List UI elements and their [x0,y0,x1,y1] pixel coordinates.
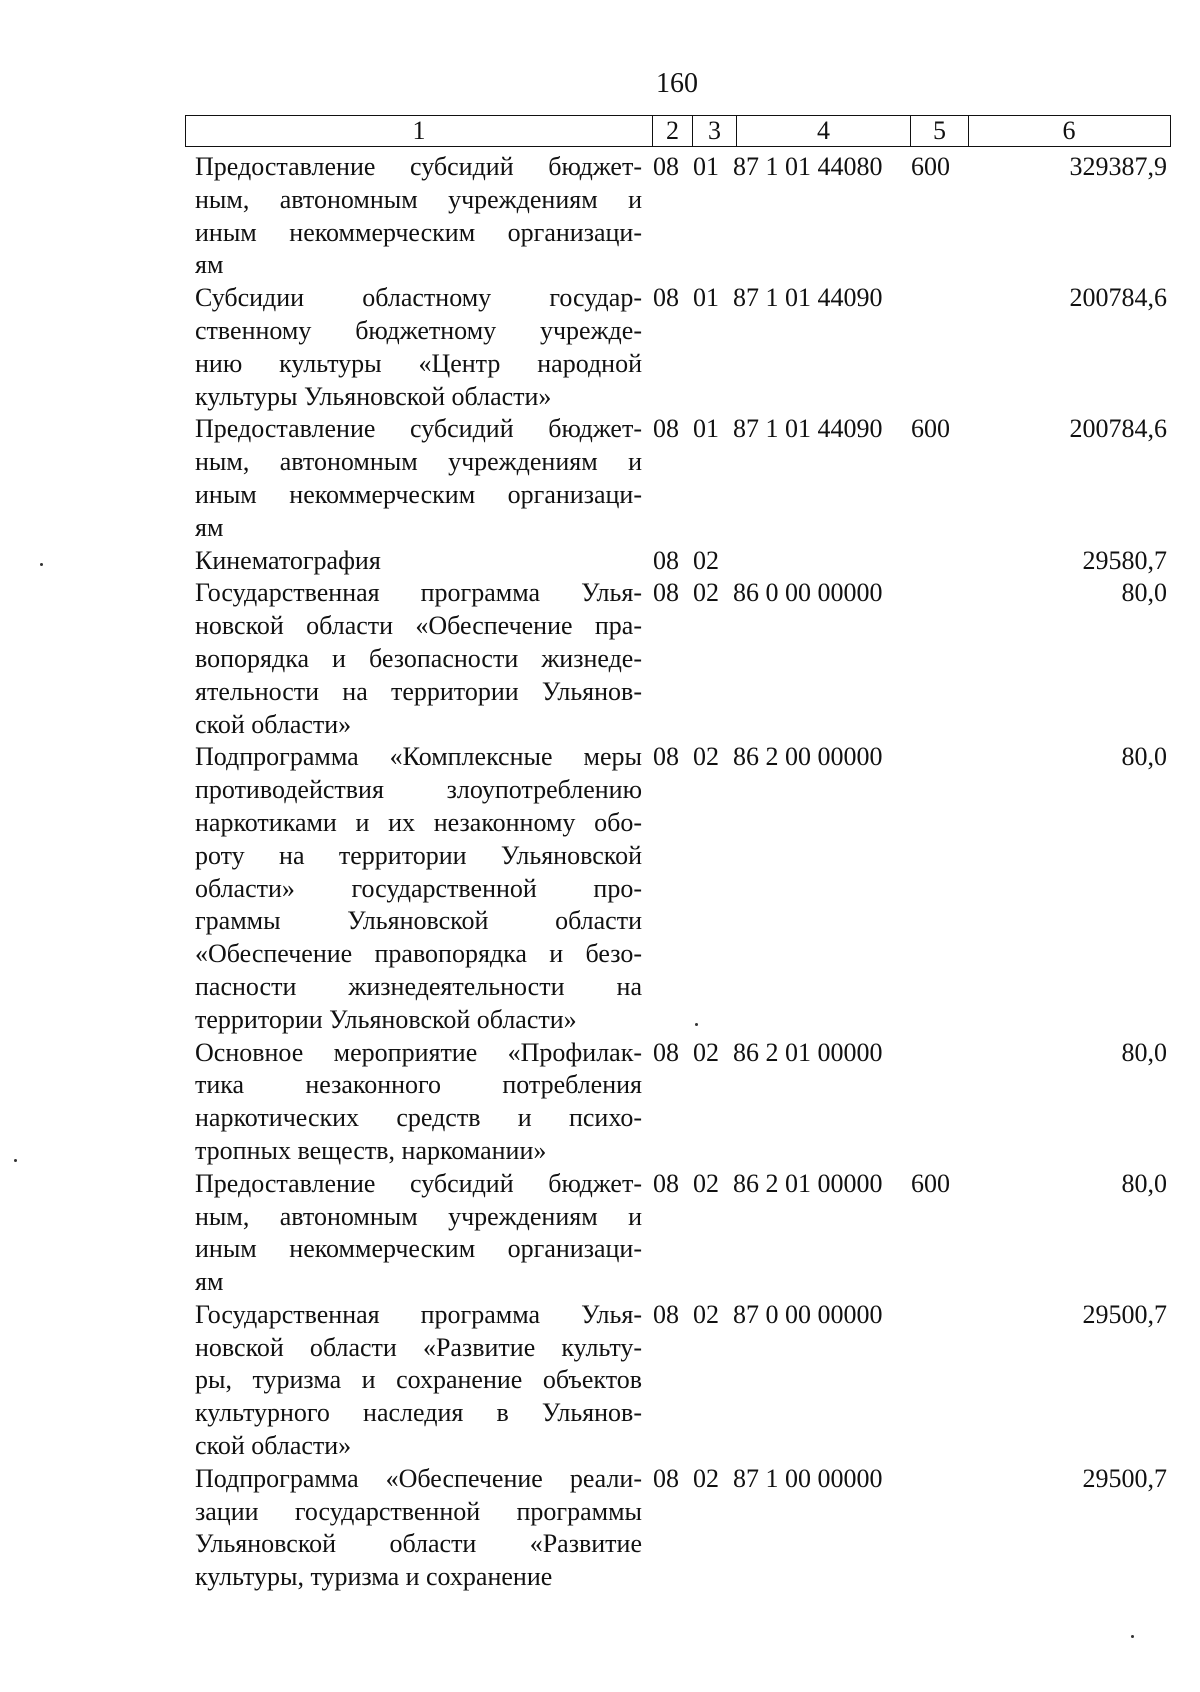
row-cell-c5: 600 [911,414,950,444]
row-name-line: ской области» [195,709,352,739]
table-header [185,115,1171,147]
row-name-line: роту на территории Ульяновской [195,840,642,870]
row-name-line: новской области «Обеспечение пра- [195,611,642,641]
row-cell-c4 [733,545,911,578]
row-name [195,413,642,544]
table-body [195,151,1175,1594]
row-cell-c4: 87 0 00 00000 [733,1299,883,1329]
table-row [195,741,1175,1036]
row-name-line: Предоставление субсидий бюджет- [195,152,642,181]
row-name-line: наркотиками и их незаконному обо- [195,807,642,837]
row-cell-c4: 87 1 00 00000 [733,1463,883,1493]
row-cell-c3: 02 [693,1463,719,1493]
row-name-line: вопорядка и безопасности жизнеде- [195,643,642,673]
table-row [195,282,1175,413]
scan-speck [1131,1635,1134,1638]
row-cell-c2: 08 [653,1463,679,1493]
row-name-line: тропных веществ, наркомании» [195,1135,547,1165]
table-row [195,1299,1175,1463]
row-cell-c6: 80,0 [1121,578,1167,608]
row-name-line: Подпрограмма «Обеспечение реали- [195,1463,642,1493]
row-name-line: Кинематография [195,545,381,575]
header-col-4: 4 [736,116,910,146]
row-cell-c6: 200784,6 [1069,283,1167,313]
row-name [195,545,642,578]
row-name-line: области» государственной про- [195,873,642,903]
row-cell-c2: 08 [653,414,679,444]
row-name-line: ным, автономным учреждениям и [195,447,642,477]
row-cell-c2: 08 [653,1168,679,1198]
row-name [195,577,642,741]
row-cell-c5 [911,1299,971,1463]
row-name-line: иным некоммерческим организаци- [195,479,642,509]
row-cell-c3: 01 [693,414,719,444]
table-row [195,1463,1175,1594]
row-cell-c2: 08 [653,545,679,575]
row-cell-c5 [911,545,971,578]
scan-speck [14,1159,17,1162]
row-cell-c6: 200784,6 [1069,414,1167,444]
header-col-1: 1 [412,116,426,145]
row-name-line: ям [195,1267,224,1297]
row-cell-c4: 86 0 00 00000 [733,578,883,608]
row-name-line: граммы Ульяновской области [195,906,642,936]
row-name-line: ям [195,250,224,280]
row-cell-c5 [911,741,971,1036]
row-cell-c4: 86 2 01 00000 [733,1168,883,1198]
row-cell-c2: 08 [653,742,679,772]
row-cell-c3: 02 [693,742,719,772]
row-name-line: ным, автономным учреждениям и [195,184,642,214]
row-cell-c5 [911,1037,971,1168]
row-cell-c3: 02 [693,1168,719,1198]
row-name [195,741,642,1036]
row-cell-c3: 02 [693,545,719,575]
row-name-line: Субсидии областному государ- [195,283,642,313]
row-cell-c6: 80,0 [1121,1168,1167,1198]
header-col-6: 6 [968,116,1169,146]
row-name-line: ской области» [195,1431,352,1461]
header-col-2: 2 [652,116,692,146]
row-cell-c6: 29500,7 [1082,1463,1167,1493]
row-cell-c2: 08 [653,1299,679,1329]
row-name-line: Предоставление субсидий бюджет- [195,1168,642,1198]
header-col-3: 3 [692,116,736,146]
row-name-line: ственному бюджетному учрежде- [195,315,642,345]
row-cell-c4: 87 1 01 44090 [733,283,883,313]
row-cell-c4: 86 2 01 00000 [733,1037,883,1067]
row-name-line: Государственная программа Улья- [195,578,642,608]
row-name-line: культурного наследия в Ульянов- [195,1398,642,1428]
row-name-line: противодействия злоупотреблению [195,775,642,805]
row-name [195,1168,642,1299]
table-row [195,413,1175,544]
row-name-line: нию культуры «Центр народной [195,348,642,378]
row-name-line: ятельности на территории Ульянов- [195,676,642,706]
row-cell-c4: 87 1 01 44090 [733,414,883,444]
row-name-line: иным некоммерческим организаци- [195,217,642,247]
row-name [195,282,642,413]
row-name [195,1463,642,1594]
scan-speck [695,1023,698,1026]
row-cell-c5 [911,282,971,413]
row-name-line: «Обеспечение правопорядка и безо- [195,939,642,969]
row-name-line: ям [195,512,224,542]
header-col-5: 5 [910,116,968,146]
row-name-line: Государственная программа Улья- [195,1299,642,1329]
row-cell-c3: 02 [693,1037,719,1067]
row-cell-c6: 29500,7 [1082,1299,1167,1329]
row-cell-c6: 80,0 [1121,742,1167,772]
page-number: 160 [656,68,698,99]
row-name-line: новской области «Развитие культу- [195,1332,642,1362]
row-cell-c2: 08 [653,152,679,181]
row-cell-c2: 08 [653,283,679,313]
row-name-line: культуры, туризма и сохранение [195,1562,553,1592]
row-cell-c6: 329387,9 [1069,152,1167,181]
row-name-line: Предоставление субсидий бюджет- [195,414,642,444]
row-cell-c3: 01 [693,283,719,313]
table-row [195,1037,1175,1168]
row-name-line: зации государственной программы [195,1496,642,1526]
row-name-line: территории Ульяновской области» [195,1004,577,1034]
table-row [195,1168,1175,1299]
row-name-line: культуры Ульяновской области» [195,381,552,411]
row-cell-c3: 02 [693,578,719,608]
row-name-line: наркотических средств и психо- [195,1103,642,1133]
row-cell-c5: 600 [911,1168,950,1198]
row-cell-c5: 600 [911,152,950,181]
row-name-line: Основное мероприятие «Профилак- [195,1037,642,1067]
row-name [195,1037,642,1168]
row-cell-c6: 80,0 [1121,1037,1167,1067]
row-name-line: ным, автономным учреждениям и [195,1201,642,1231]
row-cell-c4: 86 2 00 00000 [733,742,883,772]
row-cell-c5 [911,577,971,741]
scan-speck [40,563,43,566]
row-cell-c2: 08 [653,1037,679,1067]
row-name [195,151,642,282]
table-row [195,577,1175,741]
row-name-line: ры, туризма и сохранение объектов [195,1365,642,1395]
row-name [195,1299,642,1463]
row-name-line: пасности жизнедеятельности на [195,971,642,1001]
row-name-line: иным некоммерческим организаци- [195,1234,642,1264]
table-row [195,545,1175,578]
row-cell-c4: 87 1 01 44080 [733,152,883,181]
row-name-line: тика незаконного потребления [195,1070,642,1100]
row-cell-c2: 08 [653,578,679,608]
row-cell-c5 [911,1463,971,1594]
table-row [195,151,1175,282]
row-name-line: Подпрограмма «Комплексные меры [195,742,642,772]
row-name-line: Ульяновской области «Развитие [195,1529,642,1559]
row-cell-c3: 01 [693,152,719,181]
row-cell-c3: 02 [693,1299,719,1329]
row-cell-c6: 29580,7 [1082,545,1167,575]
